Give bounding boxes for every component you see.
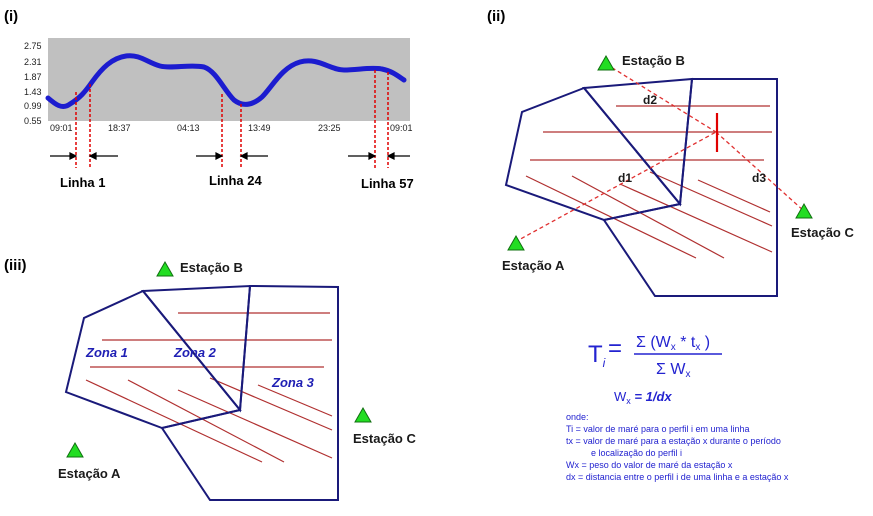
marker-arrows bbox=[50, 153, 410, 159]
x-tick: 04:13 bbox=[177, 123, 200, 133]
weighted-formula bbox=[588, 334, 722, 406]
formula-numerator: Σ (Wx * tx ) bbox=[636, 334, 711, 353]
distance-lines bbox=[515, 64, 804, 242]
legend-tx-cont: e localização do perfil i bbox=[591, 448, 683, 458]
station-b-icon bbox=[598, 56, 614, 70]
panel-i-label: (i) bbox=[4, 8, 19, 25]
zone-label-3: Zona 3 bbox=[272, 375, 314, 390]
station-b-label-iii: Estação B bbox=[180, 260, 243, 275]
formula-equals: = bbox=[608, 335, 623, 362]
panel-ii-label: (ii) bbox=[487, 8, 506, 25]
weight-formula: $W_x = 1/dx$ bbox=[614, 389, 672, 406]
line-label-24: Linha 24 bbox=[209, 173, 262, 188]
y-tick: 1.43 bbox=[24, 87, 42, 97]
line-label-57: Linha 57 bbox=[361, 176, 414, 191]
distance-label-d3: d3 bbox=[752, 171, 767, 185]
zone-outline-middle bbox=[584, 79, 692, 204]
y-tick: 1.87 bbox=[24, 72, 42, 82]
zone-label-2: Zona 2 bbox=[174, 345, 216, 360]
zone-outline-right bbox=[604, 79, 777, 296]
legend-dx: dx = distancia entre o perfil i de uma linha e a estação x bbox=[566, 472, 789, 482]
station-a-label-iii: Estação A bbox=[58, 466, 121, 481]
x-tick: 09:01 bbox=[50, 123, 73, 133]
station-c-icon bbox=[796, 204, 812, 218]
legend-title: onde: bbox=[566, 412, 589, 422]
profile-lines-ii bbox=[526, 106, 772, 258]
tide-chart-plot-area bbox=[48, 38, 410, 121]
legend-tx: tx = valor de maré para a estação x durante o período bbox=[566, 436, 781, 446]
y-tick: 2.31 bbox=[24, 57, 42, 67]
legend-wx: Wx = peso do valor de maré da estação x bbox=[566, 460, 733, 470]
station-c-label: Estação C bbox=[791, 225, 854, 240]
station-c-icon-iii bbox=[355, 408, 371, 422]
formula-denominator: Σ Wx bbox=[656, 361, 691, 380]
distance-label-d2: d2 bbox=[643, 93, 658, 107]
x-tick: 23:25 bbox=[318, 123, 341, 133]
distance-line-d2 bbox=[606, 64, 716, 132]
zone-outline-3 bbox=[162, 286, 338, 500]
station-b-icon-iii bbox=[157, 262, 173, 276]
station-b-label: Estação B bbox=[622, 53, 685, 68]
line-label-1: Linha 1 bbox=[60, 175, 106, 190]
x-tick: 09:01 bbox=[390, 123, 413, 133]
zone-label-1: Zona 1 bbox=[86, 345, 128, 360]
x-tick: 13:49 bbox=[248, 123, 271, 133]
legend-ti: Ti = valor de maré para o perfil i em uma linha bbox=[566, 424, 750, 434]
zone-outline-left bbox=[506, 88, 680, 220]
station-a-label: Estação A bbox=[502, 258, 565, 273]
panel-iii-label: (iii) bbox=[4, 257, 27, 274]
y-tick: 2.75 bbox=[24, 41, 42, 51]
station-c-label-iii: Estação C bbox=[353, 431, 416, 446]
y-tick: 0.55 bbox=[24, 116, 42, 126]
station-a-icon-iii bbox=[67, 443, 83, 457]
distance-label-d1: d1 bbox=[618, 171, 633, 185]
formula-legend bbox=[566, 412, 789, 482]
y-tick: 0.99 bbox=[24, 101, 42, 111]
formula-lhs: $T_i$ bbox=[588, 341, 606, 370]
x-tick: 18:37 bbox=[108, 123, 131, 133]
